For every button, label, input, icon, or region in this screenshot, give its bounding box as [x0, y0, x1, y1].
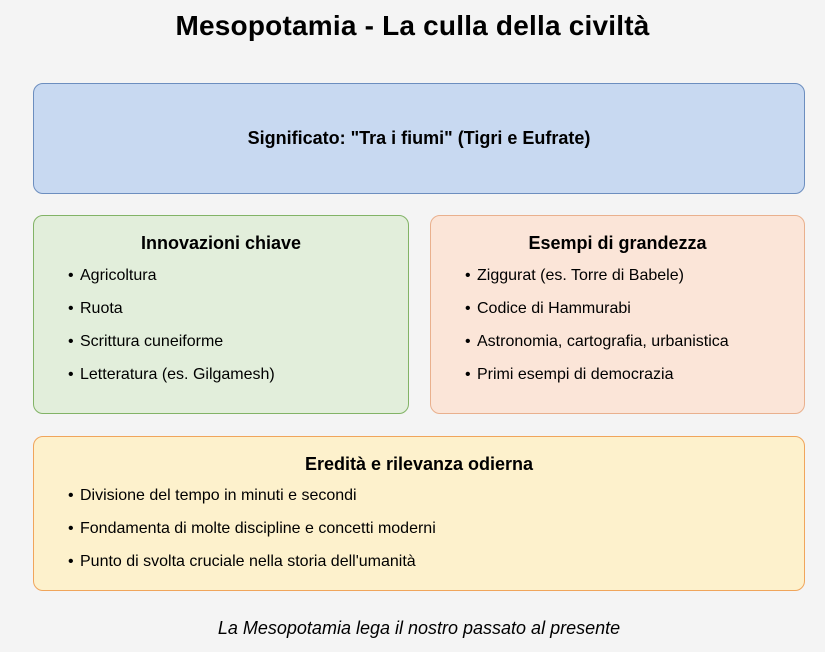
legacy-heading: Eredità e rilevanza odierna [304, 454, 534, 474]
legacy-box [33, 436, 805, 591]
list-item-text: Codice di Hammurabi [477, 300, 631, 317]
list-item [68, 365, 275, 398]
list-item-text: Letteratura (es. Gilgamesh) [80, 366, 275, 383]
bullet-icon: • [465, 267, 471, 284]
bullet-icon: • [68, 487, 74, 504]
legacy-list [68, 486, 436, 585]
bullet-icon: • [68, 300, 74, 317]
examples-heading: Esempi di grandezza [528, 233, 707, 253]
bullet-icon: • [68, 553, 74, 570]
list-item [68, 552, 436, 585]
bullet-icon: • [465, 366, 471, 383]
list-item [68, 486, 436, 519]
list-item-text: Astronomia, cartografia, urbanistica [477, 333, 729, 350]
list-item [465, 299, 729, 332]
footer-caption: La Mesopotamia lega il nostro passato al presente [217, 618, 621, 638]
list-item [68, 266, 275, 299]
list-item [68, 332, 275, 365]
list-item-text: Ziggurat (es. Torre di Babele) [477, 267, 684, 284]
list-item-text: Punto di svolta cruciale nella storia dell'umanità [80, 553, 416, 570]
list-item [465, 266, 729, 299]
list-item-text: Agricoltura [80, 267, 157, 284]
diagram-title: Mesopotamia - La culla della civiltà [175, 10, 650, 41]
innovations-list [68, 266, 275, 398]
bullet-icon: • [465, 300, 471, 317]
innovations-box [33, 215, 409, 414]
list-item-text: Scrittura cuneiforme [80, 333, 224, 350]
meaning-text: Significato: "Tra i fiumi" (Tigri e Eufrate) [247, 128, 591, 148]
examples-list [465, 266, 729, 398]
examples-box [430, 215, 805, 414]
list-item-text: Divisione del tempo in minuti e secondi [80, 487, 357, 504]
list-item-text: Fondamenta di molte discipline e concetti moderni [80, 520, 436, 537]
list-item [68, 299, 275, 332]
list-item [465, 365, 729, 398]
bullet-icon: • [465, 333, 471, 350]
bullet-icon: • [68, 366, 74, 383]
list-item-text: Ruota [80, 300, 123, 317]
list-item [465, 332, 729, 365]
list-item [68, 519, 436, 552]
bullet-icon: • [68, 520, 74, 537]
innovations-heading: Innovazioni chiave [140, 233, 302, 253]
list-item-text: Primi esempi di democrazia [477, 366, 674, 383]
bullet-icon: • [68, 333, 74, 350]
bullet-icon: • [68, 267, 74, 284]
meaning-box [33, 83, 805, 194]
